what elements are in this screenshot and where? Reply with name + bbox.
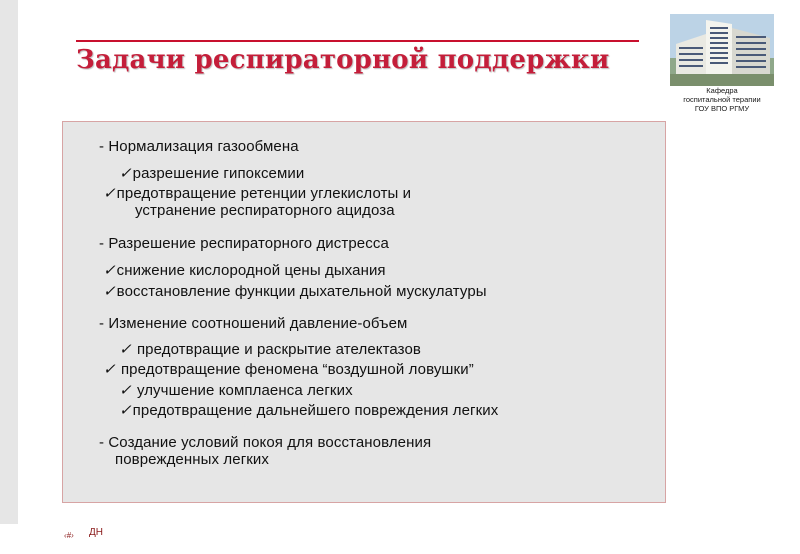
- bullet-heading-continuation: поврежденных легких: [115, 451, 270, 468]
- checkmark-icon: ✓: [119, 382, 132, 399]
- logo-caption-line: ГОУ ВПО РГМУ: [694, 104, 750, 113]
- check-item-continuation: устранение респираторного ацидоза: [135, 202, 395, 219]
- title-rule: [76, 40, 639, 42]
- content-panel: [62, 121, 666, 503]
- university-building-icon: [670, 14, 774, 86]
- checkmark-icon: ✓: [119, 402, 132, 419]
- logo-caption: [660, 86, 784, 113]
- checkmark-icon: ✓: [103, 283, 116, 300]
- check-item: ✓ предотвращие и раскрытие ателектазов: [119, 341, 421, 358]
- check-item: ✓предотвращение дальнейшего повреждения легких: [119, 402, 499, 419]
- check-item: ✓ предотвращение феномена “воздушной ловушки”: [103, 361, 474, 378]
- left-decorative-stripe: [0, 0, 18, 524]
- bullet-heading: - Нормализация газообмена: [99, 138, 299, 155]
- check-item: ✓восстановление функции дыхательной мускулатуры: [103, 283, 487, 300]
- checkmark-icon: ✓: [119, 165, 132, 182]
- footer-code: ДН: [89, 527, 103, 538]
- check-item: ✓снижение кислородной цены дыхания: [103, 262, 386, 279]
- footer-page-number: ‹#›: [64, 531, 74, 540]
- checkmark-icon: ✓: [103, 262, 116, 279]
- check-item: ✓ улучшение комплаенса легких: [119, 382, 353, 399]
- slide-title: Задачи респираторной поддержки: [76, 45, 610, 75]
- checkmark-icon: ✓: [103, 361, 116, 378]
- check-item: ✓предотвращение ретенции углекислоты и: [103, 185, 412, 202]
- checkmark-icon: ✓: [103, 185, 116, 202]
- bullet-heading: - Создание условий покоя для восстановления: [99, 434, 432, 451]
- check-item: ✓разрешение гипоксемии: [119, 165, 305, 182]
- bullet-heading: - Разрешение респираторного дистресса: [99, 235, 389, 252]
- logo-caption-line: госпитальной терапии: [683, 95, 761, 104]
- checkmark-icon: ✓: [119, 341, 132, 358]
- logo-caption-line: Кафедра: [706, 86, 738, 95]
- bullet-heading: - Изменение соотношений давление-объем: [99, 315, 408, 332]
